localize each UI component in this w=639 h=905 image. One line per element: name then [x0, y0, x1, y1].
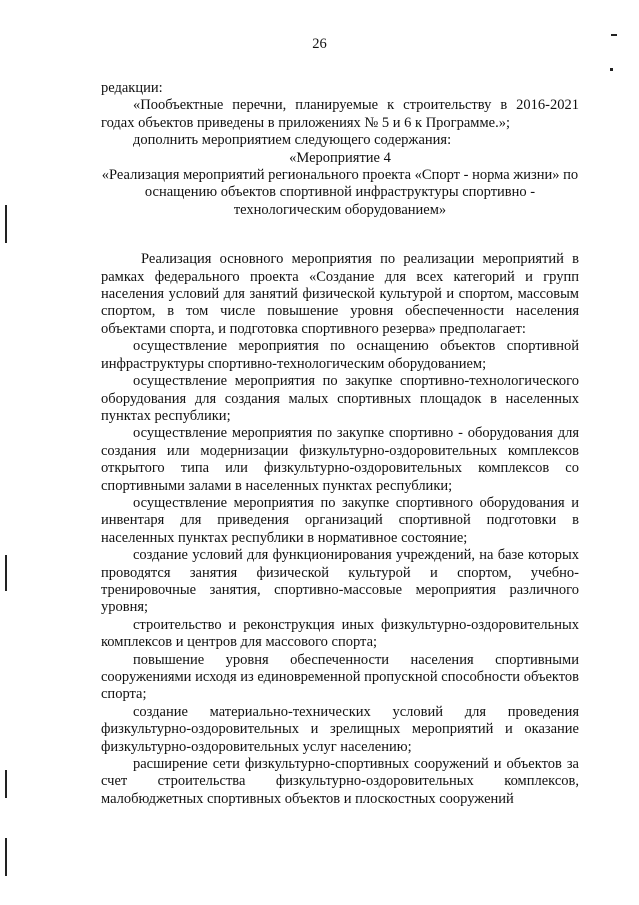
list-item: расширение сети физкультурно-спортивных сооружений и объектов за счет строительства физкультурно-оздоровительных комплексов, малобюджетных спортивных объектов и плоскостных сооружений [101, 756, 579, 807]
scan-mark [610, 68, 613, 71]
scan-mark [5, 205, 7, 243]
paragraph: дополнить мероприятием следующего содержания: [133, 132, 452, 149]
heading-title: «Реализация мероприятий регионального проекта «Спорт - норма жизни» по оснащению объектов спортивной инфраструктуры спортивно - технологическим оборудованием» [101, 167, 579, 218]
intro-paragraph: Реализация основного мероприятия по реализации мероприятий в рамках федерального проекта «Создание для всех категорий и групп населения условий для занятий физической культурой и спортом, массовым спортом, в том числе повышение уровня обеспеченности населения объектами спорта, и подготовка спортивного резерва» предполагает: [101, 251, 579, 337]
list-item: создание материально-технических условий для проведения физкультурно-оздоровительных и зрелищных мероприятий и оказание физкультурно-оздоровительных услуг населению; [101, 703, 579, 755]
list-item: строительство и реконструкция иных физкультурно-оздоровительных комплексов и центров для массового спорта; [101, 616, 579, 651]
scan-mark [5, 555, 7, 591]
list-item: осуществление мероприятия по оснащению объектов спортивной инфраструктуры спортивно-технологическим оборудованием; [101, 338, 579, 372]
paragraph: «Пообъектные перечни, планируемые к строительству в 2016-2021 годах объектов приведены в приложениях № 5 и 6 к Программе.»; [101, 97, 579, 131]
list-item: повышение уровня обеспеченности населения спортивными сооружениями исходя из единовременной пропускной способности объектов спорта; [101, 651, 579, 703]
list-item: осуществление мероприятия по закупке спортивного оборудования и инвентаря для приведения организаций спортивной подготовки в населенных пунктах республики в нормативное состояние; [101, 494, 579, 546]
scan-mark [5, 838, 7, 876]
page-number: 26 [312, 36, 327, 52]
scan-mark [611, 34, 617, 36]
list-item: создание условий для функционирования учреждений, на базе которых проводятся занятия физической культурой и спортом, учебно-тренировочные занятия, спортивно-массовые мероприятия различного уровня; [101, 547, 579, 616]
heading-line: «Мероприятие 4 [289, 149, 391, 166]
paragraph: редакции: [101, 80, 163, 96]
list-item: осуществление мероприятия по закупке спортивно-технологического оборудования для создания малых спортивных площадок в населенных пунктах республики; [101, 373, 579, 424]
list-item: осуществление мероприятия по закупке спортивно - оборудования для создания или модернизации физкультурно-оздоровительных комплексов открытого типа или физкультурно-оздоровительных комплексов со спортивными залами в населенных пунктах республики; [101, 425, 579, 494]
document-body [101, 80, 579, 808]
scan-mark [5, 770, 7, 798]
